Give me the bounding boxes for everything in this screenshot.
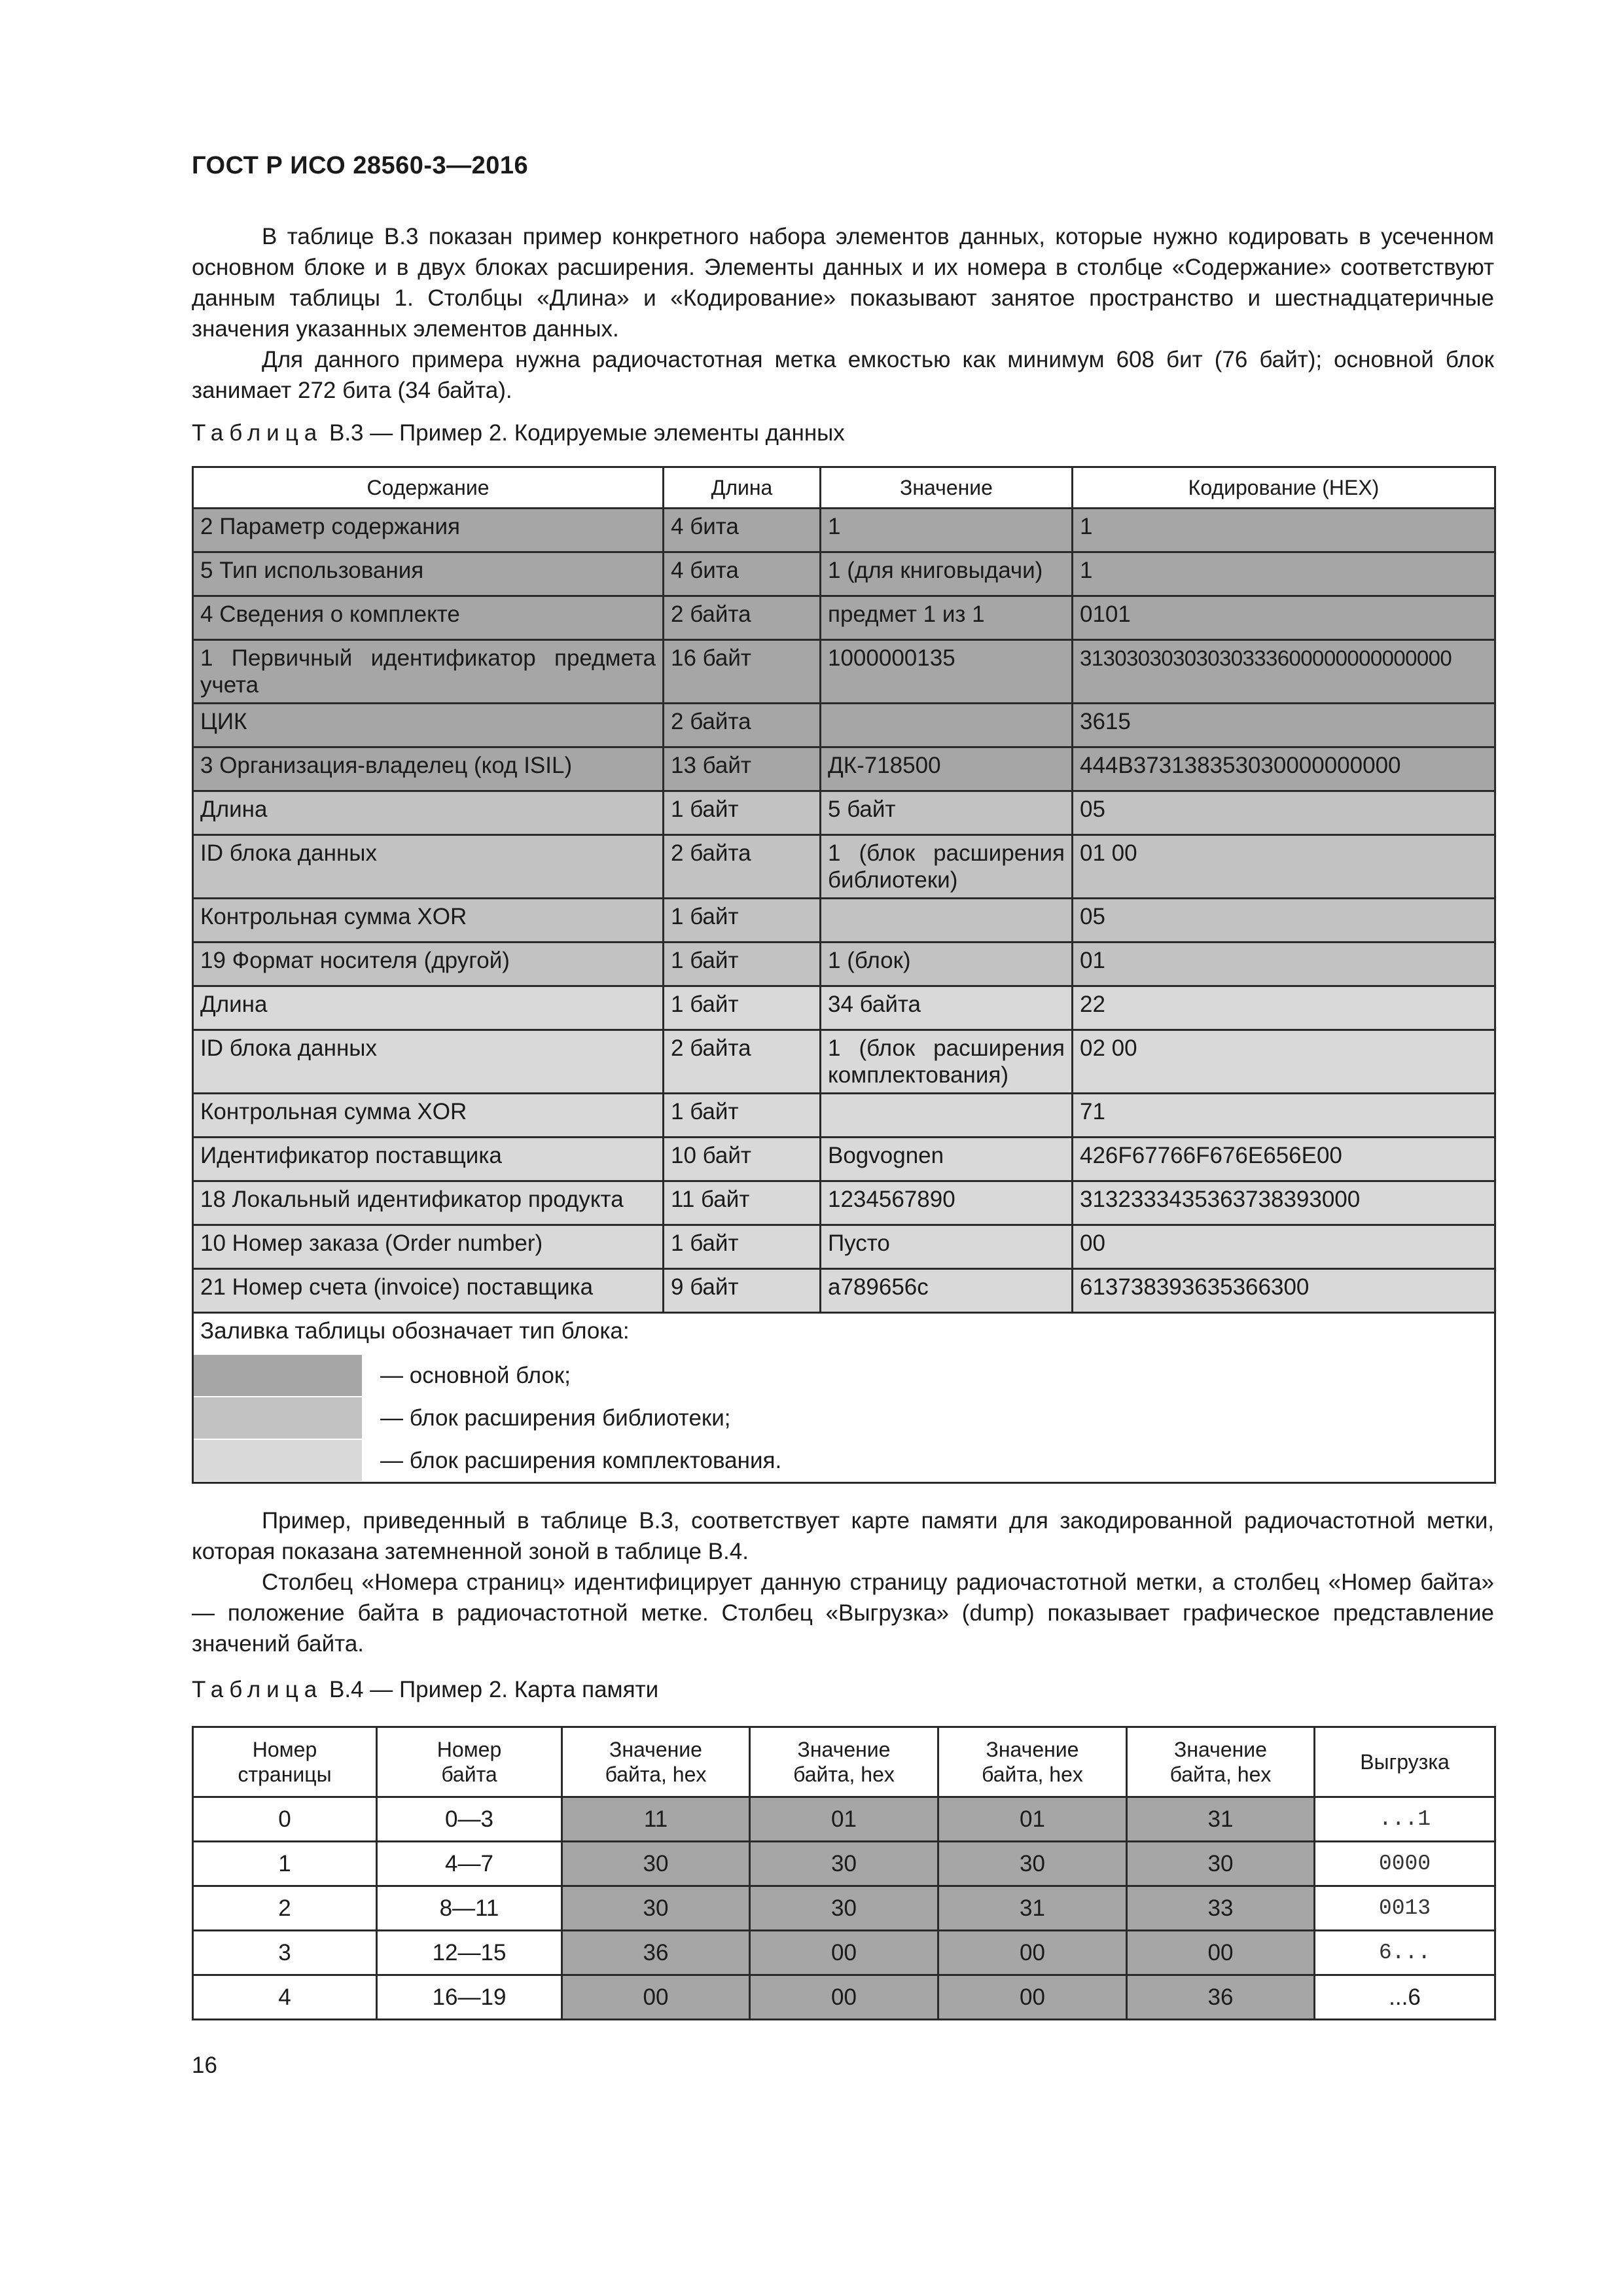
table-cell: 1 <box>1073 552 1495 596</box>
paragraph-3: Пример, приведенный в таблице В.3, соответствует карте памяти для закодированной радиочастотной метки, которая показана затемненной зоной в таблице В.4. <box>192 1508 1494 1564</box>
table-cell: 1234567890 <box>821 1181 1073 1225</box>
table-cell: 01 <box>938 1797 1127 1842</box>
table-cell: 1 <box>821 509 1073 552</box>
table-cell: 1 байт <box>664 899 821 942</box>
table-cell: 30 <box>750 1886 938 1931</box>
table-cell: 33 <box>1127 1886 1315 1931</box>
table-cell: 71 <box>1073 1094 1495 1138</box>
table-cell: 16—19 <box>377 1975 562 2020</box>
table-cell: Контрольная сумма XOR <box>193 899 664 942</box>
table-cell: 2 Параметр содержания <box>193 509 664 552</box>
table-cell: 4 бита <box>664 552 821 596</box>
page-number: 16 <box>192 2053 217 2078</box>
table-cell <box>821 704 1073 747</box>
table-cell: 05 <box>1073 791 1495 835</box>
table-cell: 19 Формат носителя (другой) <box>193 942 664 986</box>
table-cell: 1 байт <box>664 1094 821 1138</box>
table-cell: 4 бита <box>664 509 821 552</box>
table-cell: Bogvognen <box>821 1138 1073 1181</box>
table-cell: 1 <box>1073 509 1495 552</box>
table-cell: 11 байт <box>664 1181 821 1225</box>
legend-label-acquisition: — блок расширения комплектования. <box>380 1448 782 1473</box>
table-cell: ...1 <box>1315 1797 1495 1842</box>
table3-caption: Таблица В.3 — Пример 2. Кодируемые элементы данных <box>192 420 845 446</box>
table-cell: 34 байта <box>821 986 1073 1030</box>
table-row <box>193 899 1495 942</box>
table3-header-length: Длина <box>664 467 821 509</box>
table-row <box>193 986 1495 1030</box>
table-row <box>193 747 1495 791</box>
table4-header-byte: Номер байта <box>377 1727 562 1797</box>
table-cell: Пусто <box>821 1225 1073 1269</box>
table-cell: 10 байт <box>664 1138 821 1181</box>
table-cell: ДК-718500 <box>821 747 1073 791</box>
table3-header-content: Содержание <box>193 467 664 509</box>
table4-header-page: Номер страницы <box>193 1727 377 1797</box>
table-cell: 4 Сведения о комплекте <box>193 596 664 640</box>
table4-header-row <box>193 1727 1495 1797</box>
table-row <box>193 1181 1495 1225</box>
table3-header-row <box>193 467 1495 509</box>
table-cell <box>821 899 1073 942</box>
table-cell: Длина <box>193 791 664 835</box>
legend-row-acquisition <box>193 1439 1495 1483</box>
table-cell: 21 Номер счета (invoice) поставщика <box>193 1269 664 1313</box>
table-row <box>193 1842 1495 1886</box>
table-cell: 2 байта <box>664 1030 821 1094</box>
table-cell: ID блока данных <box>193 835 664 899</box>
table-cell: Идентификатор поставщика <box>193 1138 664 1181</box>
table-cell: 00 <box>562 1975 750 2020</box>
table-cell: 9 байт <box>664 1269 821 1313</box>
table-cell: 2 байта <box>664 596 821 640</box>
table-row <box>193 704 1495 747</box>
table-cell: 22 <box>1073 986 1495 1030</box>
table-row <box>193 1030 1495 1094</box>
document-header: ГОСТ Р ИСО 28560-3—2016 <box>192 152 529 179</box>
table-cell: 00 <box>1073 1225 1495 1269</box>
table4-header-hex-3: Значение байта, hex <box>938 1727 1127 1797</box>
table-cell: 00 <box>938 1931 1127 1975</box>
table-cell: 13 байт <box>664 747 821 791</box>
table-cell: 1 байт <box>664 1225 821 1269</box>
table-cell: 31 <box>938 1886 1127 1931</box>
table-b3 <box>192 466 1496 1484</box>
table-cell: 0000 <box>1315 1842 1495 1886</box>
table-cell: ID блока данных <box>193 1030 664 1094</box>
table-cell: ...6 <box>1315 1975 1495 2020</box>
legend-swatch-main <box>194 1355 362 1396</box>
table-row <box>193 596 1495 640</box>
table-cell: 1 (для книговыдачи) <box>821 552 1073 596</box>
table-cell: 3132333435363738393000 <box>1073 1181 1495 1225</box>
table-cell: 18 Локальный идентификатор продукта <box>193 1181 664 1225</box>
table4-header-hex-1: Значение байта, hex <box>562 1727 750 1797</box>
table4-caption: Таблица В.4 — Пример 2. Карта памяти <box>192 1677 659 1702</box>
table-cell: 8—11 <box>377 1886 562 1931</box>
table-cell: 4—7 <box>377 1842 562 1886</box>
table-cell: 3615 <box>1073 704 1495 747</box>
legend-swatch-acquisition <box>194 1440 362 1481</box>
table-cell: 6... <box>1315 1931 1495 1975</box>
table-cell: 2 байта <box>664 835 821 899</box>
table3-header-encoding: Кодирование (HEX) <box>1073 467 1495 509</box>
table-cell: a789656c <box>821 1269 1073 1313</box>
table-cell: 36 <box>1127 1975 1315 2020</box>
legend-swatch-library <box>194 1397 362 1439</box>
table-cell: 30 <box>938 1842 1127 1886</box>
table-row <box>193 1931 1495 1975</box>
table-cell: Контрольная сумма XOR <box>193 1094 664 1138</box>
table-cell: 2 байта <box>664 704 821 747</box>
table4-header-hex-2: Значение байта, hex <box>750 1727 938 1797</box>
table-cell: 00 <box>938 1975 1127 2020</box>
table-cell: 30 <box>562 1842 750 1886</box>
table-cell: 30 <box>750 1842 938 1886</box>
table-cell: 30 <box>1127 1842 1315 1886</box>
table4-header-hex-4: Значение байта, hex <box>1127 1727 1315 1797</box>
table-cell: Длина <box>193 986 664 1030</box>
table4-header-dump: Выгрузка <box>1315 1727 1495 1797</box>
table-cell: 12—15 <box>377 1931 562 1975</box>
table-cell: 02 00 <box>1073 1030 1495 1094</box>
table-cell: 1 <box>193 1842 377 1886</box>
table-cell: 0013 <box>1315 1886 1495 1931</box>
table-row <box>193 942 1495 986</box>
table-cell: 0 <box>193 1797 377 1842</box>
legend-label-library: — блок расширения библиотеки; <box>380 1405 731 1431</box>
legend-row-library <box>193 1397 1495 1439</box>
table-row <box>193 1975 1495 2020</box>
table-cell: 2 <box>193 1886 377 1931</box>
table-cell: 16 байт <box>664 640 821 704</box>
table-cell: 05 <box>1073 899 1495 942</box>
table-cell: 1000000135 <box>821 640 1073 704</box>
table-cell: 426F67766F676E656E00 <box>1073 1138 1495 1181</box>
table-cell: 0—3 <box>377 1797 562 1842</box>
legend-title-row <box>193 1313 1495 1355</box>
table-row <box>193 1886 1495 1931</box>
table-cell: 30 <box>562 1886 750 1931</box>
table-row <box>193 640 1495 704</box>
legend-row-main <box>193 1354 1495 1397</box>
table-cell <box>821 1094 1073 1138</box>
table-row <box>193 1094 1495 1138</box>
table-cell: 4 <box>193 1975 377 2020</box>
paragraph-2: Для данного примера нужна радиочастотная метка емкостью как минимум 608 бит (76 байт); основной блок занимает 272 бита (34 байта). <box>192 347 1494 403</box>
table-cell: 1 байт <box>664 791 821 835</box>
table-cell: 444B373138353030000000000 <box>1073 747 1495 791</box>
table-cell: 01 00 <box>1073 835 1495 899</box>
table-cell: 00 <box>750 1975 938 2020</box>
table-cell: 1 Первичный идентификатор предмета учета <box>193 640 664 704</box>
table-cell: 1 (блок расширения комплектования) <box>821 1030 1073 1094</box>
table-row <box>193 509 1495 552</box>
table-cell: 3 <box>193 1931 377 1975</box>
legend-title: Заливка таблицы обозначает тип блока: <box>193 1313 1495 1355</box>
table-cell: 1 (блок расширения библиотеки) <box>821 835 1073 899</box>
table-cell: 5 байт <box>821 791 1073 835</box>
table-cell: 31 <box>1127 1797 1315 1842</box>
table-cell: предмет 1 из 1 <box>821 596 1073 640</box>
table-row <box>193 1269 1495 1313</box>
table-row <box>193 835 1495 899</box>
table-cell: 01 <box>750 1797 938 1842</box>
table-cell: 01 <box>1073 942 1495 986</box>
table-cell: 00 <box>1127 1931 1315 1975</box>
table-cell: 3 Организация-владелец (код ISIL) <box>193 747 664 791</box>
table-row <box>193 1138 1495 1181</box>
legend-label-main: — основной блок; <box>380 1363 571 1388</box>
table-row <box>193 1225 1495 1269</box>
table-cell: 1 (блок) <box>821 942 1073 986</box>
table3-header-value: Значение <box>821 467 1073 509</box>
table-row <box>193 791 1495 835</box>
table-cell: 11 <box>562 1797 750 1842</box>
table-b4 <box>192 1726 1496 2020</box>
paragraph-4: Столбец «Номера страниц» идентифицирует данную страницу радиочастотной метки, а столбец «Номер байта» — положение байта в радиочастотной метке. Столбец «Выгрузка» (dump) показывает графическое представление значений байта. <box>192 1570 1494 1657</box>
table-cell: 613738393635366300 <box>1073 1269 1495 1313</box>
table-cell: 1 байт <box>664 986 821 1030</box>
table-cell: 36 <box>562 1931 750 1975</box>
table-cell: ЦИК <box>193 704 664 747</box>
table-cell: 00 <box>750 1931 938 1975</box>
table-row <box>193 1797 1495 1842</box>
table-cell: 5 Тип использования <box>193 552 664 596</box>
paragraph-1: В таблице В.3 показан пример конкретного набора элементов данных, которые нужно кодировать в усеченном основном блоке и в двух блоках расширения. Элементы данных и их номера в столбце «Содержание» соответствуют данным таблицы 1. Столбцы «Длина» и «Кодирование» показывают занятое пространство и шестнадцатеричные значения указанных элементов данных. <box>192 224 1494 342</box>
table-cell: 10 Номер заказа (Order number) <box>193 1225 664 1269</box>
table-cell: 1 байт <box>664 942 821 986</box>
table-cell: 31303030303030333600000000000000 <box>1073 640 1495 704</box>
table-cell: 0101 <box>1073 596 1495 640</box>
table-row <box>193 552 1495 596</box>
